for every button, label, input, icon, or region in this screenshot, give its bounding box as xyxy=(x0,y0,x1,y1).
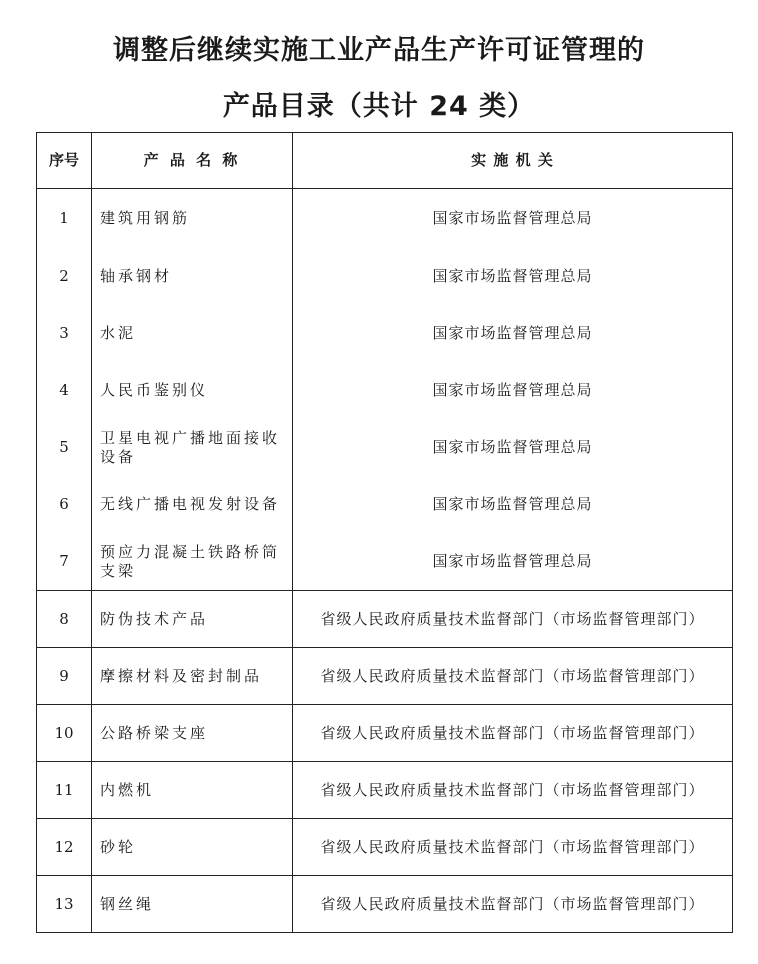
row-product-name: 砂轮 xyxy=(92,819,293,876)
row-number: 2 xyxy=(37,248,92,305)
table-row xyxy=(37,362,733,419)
table-row xyxy=(37,248,733,305)
row-agency: 国家市场监督管理总局 xyxy=(293,362,733,419)
row-agency: 国家市场监督管理总局 xyxy=(293,476,733,533)
table-row xyxy=(37,762,733,819)
row-product-name: 建筑用钢筋 xyxy=(92,189,293,249)
row-number: 1 xyxy=(37,189,92,249)
row-number: 3 xyxy=(37,305,92,362)
row-number: 12 xyxy=(37,819,92,876)
row-product-name: 公路桥梁支座 xyxy=(92,705,293,762)
table-row xyxy=(37,533,733,591)
row-agency: 国家市场监督管理总局 xyxy=(293,189,733,249)
row-number: 11 xyxy=(37,762,92,819)
table-row xyxy=(37,189,733,249)
row-number: 5 xyxy=(37,419,92,476)
header-implementing-agency: 实 施 机 关 xyxy=(293,133,733,189)
row-product-name: 摩擦材料及密封制品 xyxy=(92,648,293,705)
row-product-name: 轴承钢材 xyxy=(92,248,293,305)
table-row xyxy=(37,305,733,362)
row-agency: 国家市场监督管理总局 xyxy=(293,248,733,305)
row-product-name: 防伪技术产品 xyxy=(92,591,293,648)
row-product-name: 卫星电视广播地面接收设备 xyxy=(92,419,293,476)
table-row xyxy=(37,876,733,933)
table-row xyxy=(37,419,733,476)
table-header-row xyxy=(37,133,733,189)
table-row xyxy=(37,648,733,705)
table-row xyxy=(37,819,733,876)
row-product-name: 钢丝绳 xyxy=(92,876,293,933)
row-number: 8 xyxy=(37,591,92,648)
table-row xyxy=(37,705,733,762)
row-number: 7 xyxy=(37,533,92,591)
row-agency: 国家市场监督管理总局 xyxy=(293,419,733,476)
row-agency: 省级人民政府质量技术监督部门（市场监督管理部门） xyxy=(293,648,733,705)
row-agency: 省级人民政府质量技术监督部门（市场监督管理部门） xyxy=(293,705,733,762)
row-agency: 省级人民政府质量技术监督部门（市场监督管理部门） xyxy=(293,876,733,933)
row-agency: 省级人民政府质量技术监督部门（市场监督管理部门） xyxy=(293,762,733,819)
row-product-name: 人民币鉴别仪 xyxy=(92,362,293,419)
row-number: 13 xyxy=(37,876,92,933)
product-table xyxy=(36,132,733,933)
row-number: 4 xyxy=(37,362,92,419)
row-number: 6 xyxy=(37,476,92,533)
row-agency: 国家市场监督管理总局 xyxy=(293,305,733,362)
row-agency: 国家市场监督管理总局 xyxy=(293,533,733,591)
table-row xyxy=(37,591,733,648)
header-product-name: 产 品 名 称 xyxy=(92,133,293,189)
document-title-line-2: 产品目录（共计 24 类） xyxy=(222,91,536,122)
row-number: 9 xyxy=(37,648,92,705)
table-row xyxy=(37,476,733,533)
row-product-name: 水泥 xyxy=(92,305,293,362)
row-agency: 省级人民政府质量技术监督部门（市场监督管理部门） xyxy=(293,591,733,648)
row-agency: 省级人民政府质量技术监督部门（市场监督管理部门） xyxy=(293,819,733,876)
row-product-name: 无线广播电视发射设备 xyxy=(92,476,293,533)
row-product-name: 预应力混凝土铁路桥筒支梁 xyxy=(92,533,293,591)
row-product-name: 内燃机 xyxy=(92,762,293,819)
document-title-line-1: 调整后继续实施工业产品生产许可证管理的 xyxy=(113,35,645,66)
header-serial-number: 序号 xyxy=(37,133,92,189)
row-number: 10 xyxy=(37,705,92,762)
